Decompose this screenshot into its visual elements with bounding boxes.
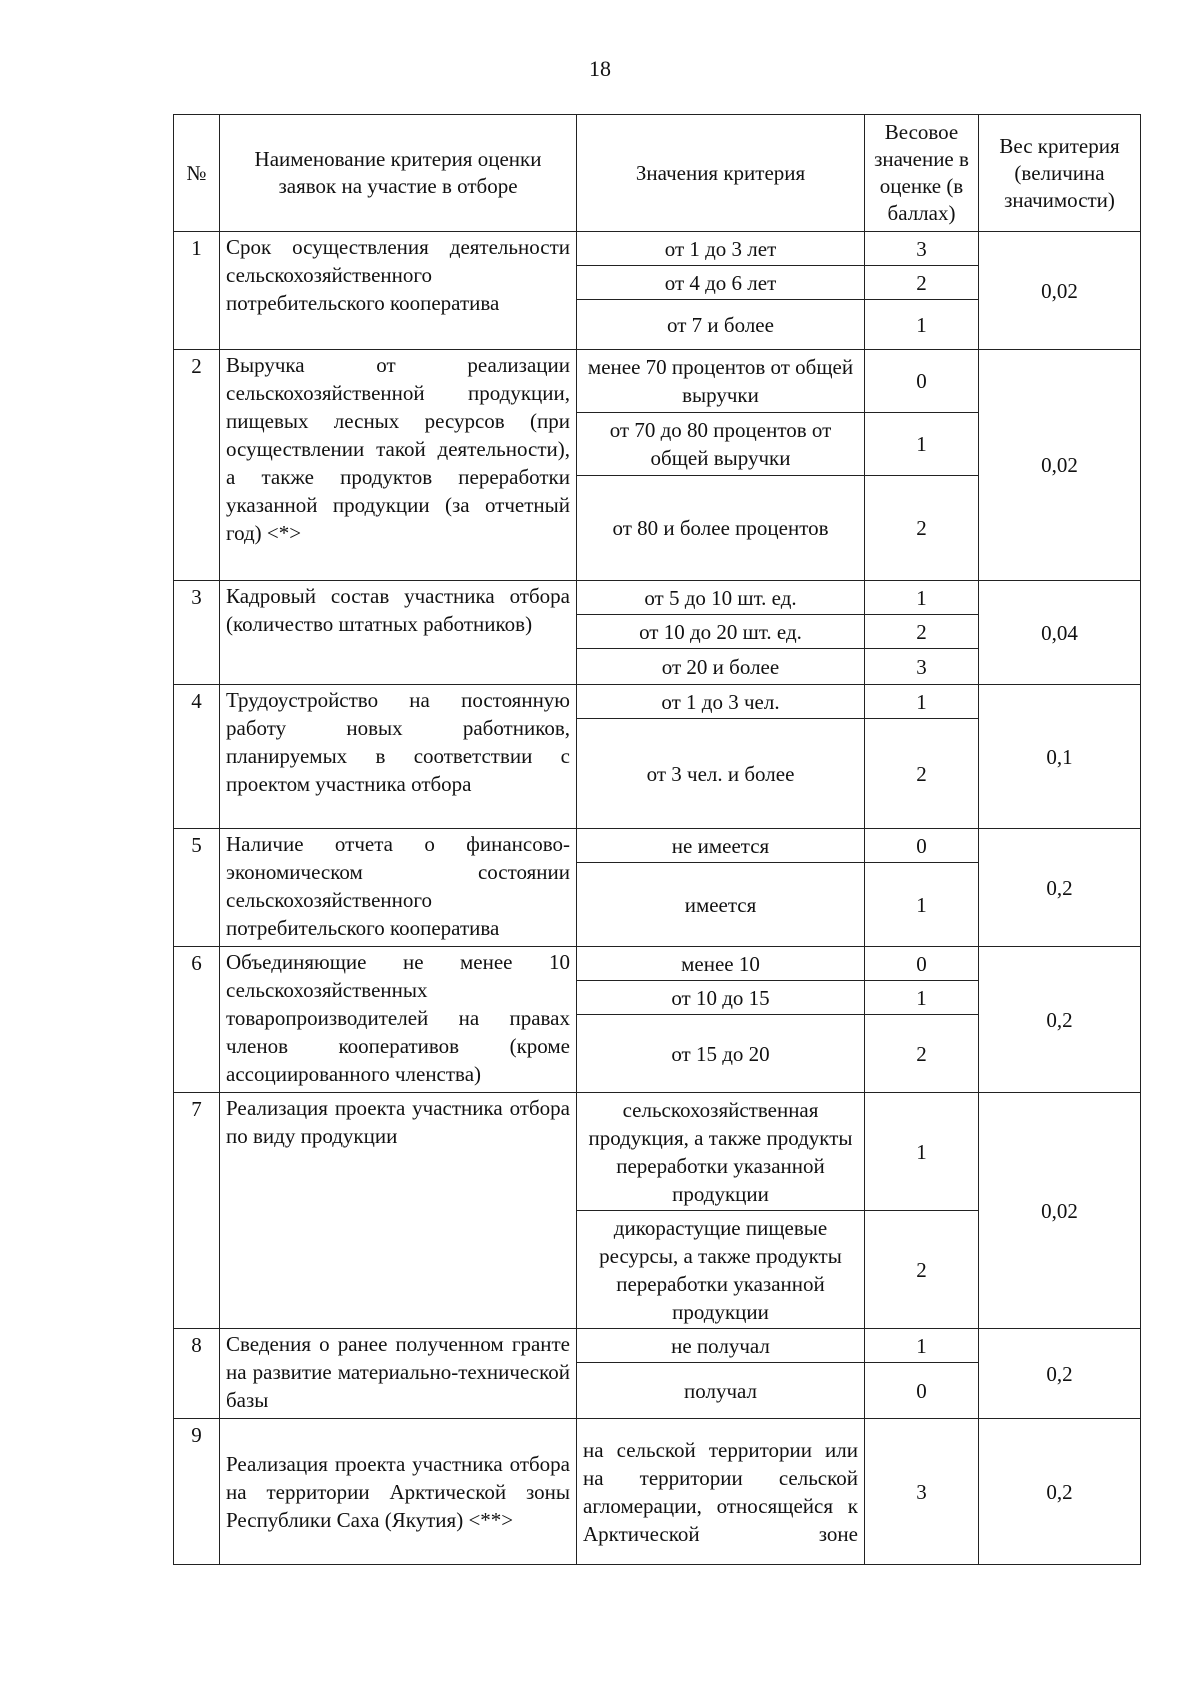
criterion-value: от 1 до 3 чел. — [577, 685, 865, 719]
criterion-name: Кадровый состав участника отбора (количество штатных работников) — [220, 581, 577, 685]
table-row — [174, 232, 1141, 266]
criterion-points: 1 — [865, 581, 979, 615]
criterion-weight: 0,02 — [979, 1093, 1141, 1329]
criterion-number: 4 — [174, 685, 220, 829]
criterion-number: 5 — [174, 829, 220, 947]
criterion-weight: 0,2 — [979, 829, 1141, 947]
table-row — [174, 1329, 1141, 1363]
criterion-value: от 15 до 20 — [577, 1015, 865, 1093]
header-values: Значения критерия — [577, 115, 865, 232]
criterion-weight: 0,1 — [979, 685, 1141, 829]
criterion-value: от 4 до 6 лет — [577, 266, 865, 300]
criterion-value: от 7 и более — [577, 300, 865, 350]
criterion-value: от 10 до 20 шт. ед. — [577, 615, 865, 649]
criterion-value: от 5 до 10 шт. ед. — [577, 581, 865, 615]
header-name: Наименование критерия оценки заявок на участие в отборе — [220, 115, 577, 232]
criterion-points: 1 — [865, 1093, 979, 1211]
criterion-points: 0 — [865, 350, 979, 413]
criterion-value: не получал — [577, 1329, 865, 1363]
header-points: Весовое значение в оценке (в баллах) — [865, 115, 979, 232]
criterion-value: от 20 и более — [577, 649, 865, 685]
page-number: 18 — [589, 56, 611, 81]
criterion-points: 2 — [865, 1211, 979, 1329]
criterion-value: дикорастущие пищевые ресурсы, а также продукты переработки указанной продукции — [577, 1211, 865, 1329]
table-row — [174, 1419, 1141, 1565]
criterion-points: 0 — [865, 947, 979, 981]
criterion-value: от 3 чел. и более — [577, 719, 865, 829]
criterion-value: от 80 и более процентов — [577, 476, 865, 581]
criterion-value: не имеется — [577, 829, 865, 863]
table-row — [174, 685, 1141, 719]
criterion-value: от 10 до 15 — [577, 981, 865, 1015]
criterion-number: 3 — [174, 581, 220, 685]
table-row — [174, 350, 1141, 413]
header-weight: Вес критерия (величина значимости) — [979, 115, 1141, 232]
table-row — [174, 581, 1141, 615]
criterion-weight: 0,04 — [979, 581, 1141, 685]
criterion-points: 1 — [865, 981, 979, 1015]
criterion-value: менее 70 процентов от общей выручки — [577, 350, 865, 413]
criterion-name: Сведения о ранее полученном гранте на развитие материально-технической базы — [220, 1329, 577, 1419]
criteria-table — [173, 114, 1141, 1565]
criterion-name: Реализация проекта участника отбора на территории Арктической зоны Республики Саха (Якутия) <**> — [220, 1419, 577, 1565]
criterion-points: 3 — [865, 1419, 979, 1565]
criterion-points: 2 — [865, 476, 979, 581]
criterion-value: от 1 до 3 лет — [577, 232, 865, 266]
criterion-value: сельскохозяйственная продукция, а также продукты переработки указанной продукции — [577, 1093, 865, 1211]
criterion-points: 1 — [865, 863, 979, 947]
table-row — [174, 829, 1141, 863]
criterion-value: на сельской территории или на территории сельской агломерации, относящейся к Арктической зоне — [577, 1419, 865, 1565]
table-row — [174, 947, 1141, 981]
criterion-value: менее 10 — [577, 947, 865, 981]
criterion-number: 1 — [174, 232, 220, 350]
criterion-weight: 0,2 — [979, 1329, 1141, 1419]
table-header-row — [174, 115, 1141, 232]
criterion-points: 2 — [865, 615, 979, 649]
criterion-name: Срок осуществления деятельности сельскохозяйственного потребительского кооператива — [220, 232, 577, 350]
criterion-weight: 0,02 — [979, 350, 1141, 581]
criterion-value: от 70 до 80 процентов от общей выручки — [577, 413, 865, 476]
criterion-number: 9 — [174, 1419, 220, 1565]
criterion-name: Реализация проекта участника отбора по виду продукции — [220, 1093, 577, 1329]
header-num: № — [174, 115, 220, 232]
criterion-points: 2 — [865, 1015, 979, 1093]
criterion-points: 1 — [865, 1329, 979, 1363]
criterion-name: Трудоустройство на постоянную работу новых работников, планируемых в соответствии с проектом участника отбора — [220, 685, 577, 829]
criterion-number: 6 — [174, 947, 220, 1093]
criterion-value: получал — [577, 1363, 865, 1419]
criterion-name: Выручка от реализации сельскохозяйственной продукции, пищевых лесных ресурсов (при осуществлении такой деятельности), а также продуктов переработки указанной продукции (за отчетный год) <*> — [220, 350, 577, 581]
table-row — [174, 1093, 1141, 1211]
criterion-number: 7 — [174, 1093, 220, 1329]
criterion-points: 1 — [865, 300, 979, 350]
criterion-weight: 0,2 — [979, 947, 1141, 1093]
criterion-weight: 0,02 — [979, 232, 1141, 350]
criterion-points: 0 — [865, 1363, 979, 1419]
criterion-points: 1 — [865, 413, 979, 476]
criterion-name: Объединяющие не менее 10 сельскохозяйственных товаропроизводителей на правах членов кооперативов (кроме ассоциированного членства) — [220, 947, 577, 1093]
criterion-number: 2 — [174, 350, 220, 581]
criterion-number: 8 — [174, 1329, 220, 1419]
criterion-weight: 0,2 — [979, 1419, 1141, 1565]
criterion-points: 0 — [865, 829, 979, 863]
criterion-points: 2 — [865, 719, 979, 829]
criterion-points: 2 — [865, 266, 979, 300]
criterion-points: 3 — [865, 232, 979, 266]
criterion-value: имеется — [577, 863, 865, 947]
criterion-name: Наличие отчета о финансово-экономическом состоянии сельскохозяйственного потребительского кооператива — [220, 829, 577, 947]
criterion-points: 1 — [865, 685, 979, 719]
criterion-points: 3 — [865, 649, 979, 685]
